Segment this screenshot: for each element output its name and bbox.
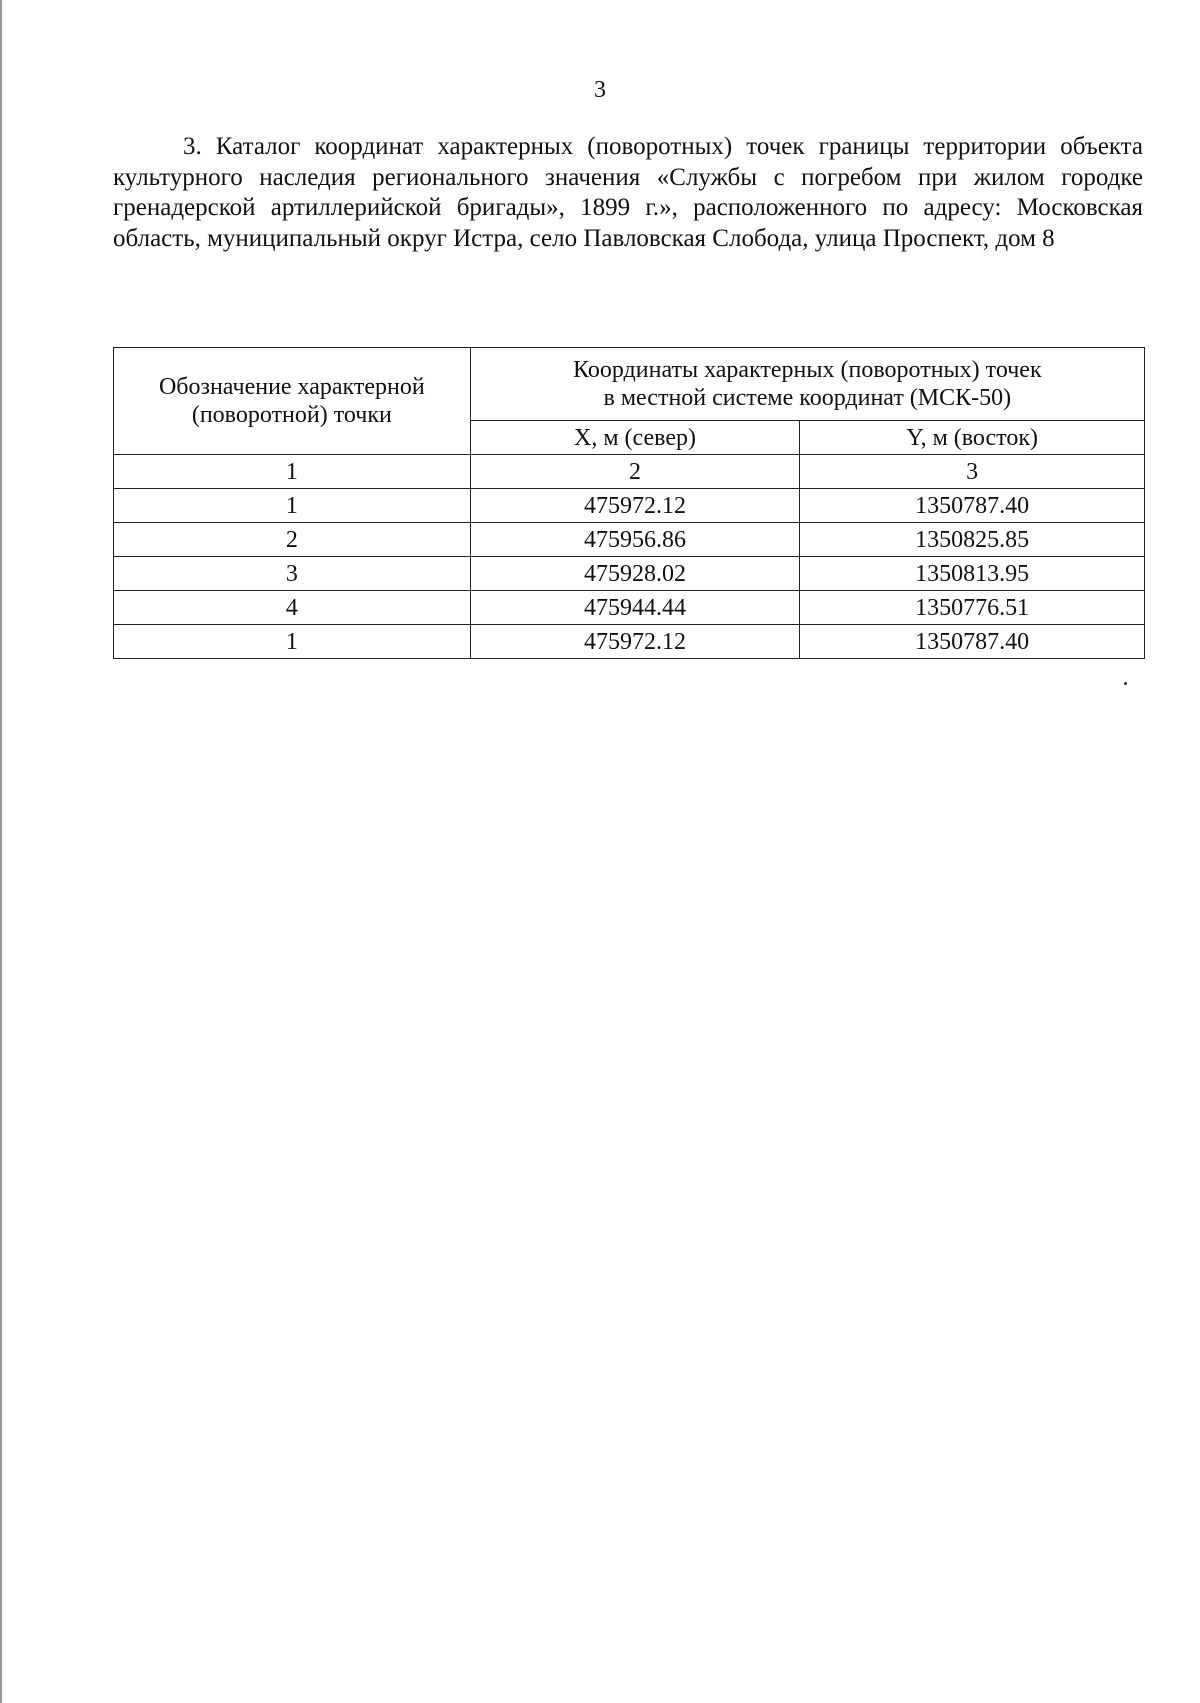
- y-east-header: Y, м (восток): [800, 421, 1145, 455]
- y-cell: 1350787.40: [800, 489, 1145, 523]
- point-cell: 2: [114, 523, 471, 557]
- point-cell: 3: [114, 557, 471, 591]
- scan-speck: [1124, 682, 1127, 685]
- table-row: [114, 591, 1145, 625]
- y-cell: 1350813.95: [800, 557, 1145, 591]
- point-cell: 1: [114, 625, 471, 659]
- coordinates-header-line-2: в местной системе координат (МСК-50): [603, 385, 1012, 411]
- scan-edge: [0, 0, 2, 1703]
- x-north-header: X, м (север): [470, 421, 800, 455]
- column-number: 1: [114, 455, 471, 489]
- table-row: [114, 489, 1145, 523]
- y-cell: 1350825.85: [800, 523, 1145, 557]
- column-number: 3: [800, 455, 1145, 489]
- column-number: 2: [470, 455, 800, 489]
- coordinates-table: [113, 347, 1145, 659]
- table-header-row: [114, 348, 1145, 421]
- table-row: [114, 625, 1145, 659]
- x-cell: 475972.12: [470, 489, 800, 523]
- column-numbers-row: [114, 455, 1145, 489]
- point-designation-header: Обозначение характерной (поворотной) точки: [114, 348, 471, 455]
- y-cell: 1350787.40: [800, 625, 1145, 659]
- coordinates-header: [470, 348, 1144, 421]
- x-cell: 475972.12: [470, 625, 800, 659]
- y-cell: 1350776.51: [800, 591, 1145, 625]
- catalog-heading-paragraph: 3. Каталог координат характерных (поворотных) точек границы территории объекта культурного наследия регионального значения «Службы с погребом при жилом городке гренадерской артиллерийской бригады», 1899 г.», расположенного по адресу: Московская область, муниципальный округ Истра, село Павловская Слобода, улица Проспект, дом 8: [113, 133, 1143, 252]
- point-cell: 4: [114, 591, 471, 625]
- coordinates-header-line-1: Координаты характерных (поворотных) точек: [573, 357, 1042, 383]
- x-cell: 475928.02: [470, 557, 800, 591]
- table-row: [114, 523, 1145, 557]
- point-cell: 1: [114, 489, 471, 523]
- x-cell: 475956.86: [470, 523, 800, 557]
- x-cell: 475944.44: [470, 591, 800, 625]
- table-row: [114, 557, 1145, 591]
- page-number: 3: [594, 77, 606, 103]
